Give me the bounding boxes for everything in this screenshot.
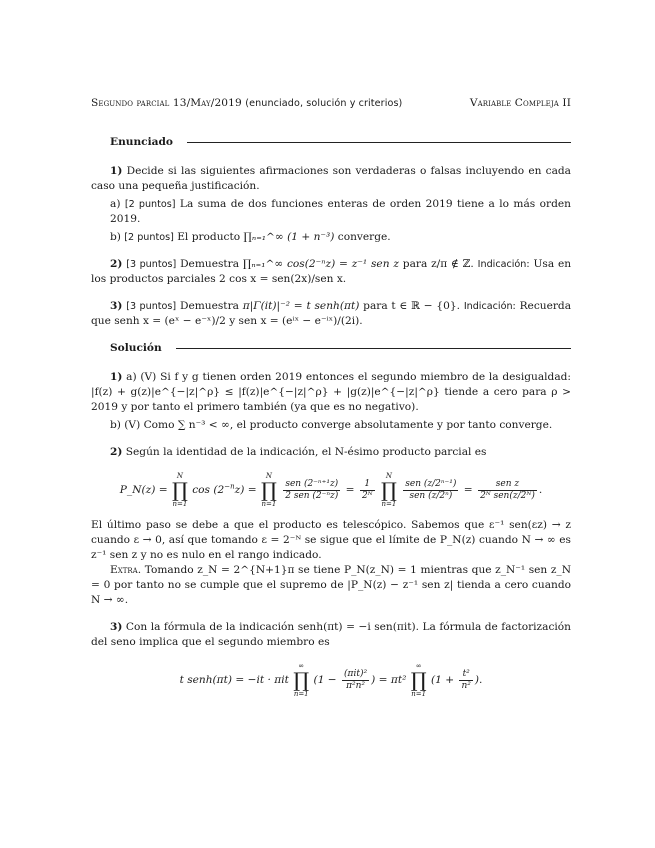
fraction: $\frac{\text{sen (2⁻ⁿ⁺¹z)}}{\text{2 sen (2⁻ⁿz)}}$ [285,478,339,501]
math-expression: ∏ₙ₌₁^∞ cos(2⁻ⁿz) = z⁻¹ sen z [242,258,399,270]
points-badge: [2 puntos] [124,199,176,210]
fraction: $\frac{1}{\text{2ᴺ}}$ [361,478,373,501]
solution-text: Según la identidad de la indicación, el N-ésimo producto parcial es [125,446,487,458]
solution-text: a) (V) Si f y g tienen orden 2019 entonces el segundo miembro de la desigualdad: |f(z) + g(z)|e^{−|z|^ρ} ≤ |f(z)|e^{−|z|^ρ} + |g(z)|e^{−|z|^ρ} tiende a cero para ρ > 2019 y por tanto el primero también (ya que es no negativo). [91,371,571,413]
header-title: Segundo parcial 13/May/2019 [91,97,242,109]
question-number: 2) [110,258,123,270]
question-text: para z/π ∉ ℤ. [402,258,474,270]
equation-middle: = πt² [378,674,407,686]
question-text: para t ∈ ℝ − {0}. [363,300,460,312]
section-solucion [110,341,571,356]
solution-number: 3) [110,621,123,633]
points-badge: [3 puntos] [126,301,177,312]
solution-2 [91,445,571,460]
product-operator: N ∏ n=1 [381,472,397,508]
solution-number: 2) [110,446,123,458]
math-expression: ∏ₙ₌₁^∞ (1 + n⁻³) [243,231,335,243]
question-text: Demuestra [180,258,240,270]
product-operator: N ∏ n=1 [171,472,188,508]
hint-text: Recuerda que senh x = (eˣ − e⁻ˣ)/2 y sen x = (eⁱˣ − e⁻ⁱˣ)/(2i). [91,300,572,327]
section-rule [176,348,571,349]
solution-text: Tomando z_N = 2^{N+1}π se tiene P_N(z_N) = 1 mientras que z_N⁻¹ sen z_N = 0 por tanto no se cumple que el supremo de |P_N(z) − z⁻¹ sen z| tienda a cero cuando N → ∞. [91,564,571,606]
equation-partial-product: P_N(z) = N ∏ n=1 $\cos (2^{-n}z) = N$ ∏ n=1 $\frac{\text{sen (2⁻ⁿ⁺¹z)}}{\text{2 sen (2⁻ⁿz)}}$ = $\frac{1}{\text{2ᴺ}}$ N ∏ n=1 $\frac{\text{sen (z/2ⁿ⁻¹)}}{\text{sen (z/2ⁿ)}}$ = $\frac{\text{sen z}}{\text{2ᴺ sen(z/2ᴺ)}}$ . [119,472,543,508]
points-badge: [3 puntos] [126,259,177,270]
solution-3 [91,620,571,650]
fraction: $\frac{\text{t²}}{\text{n²}}$ [461,668,471,691]
question-3 [91,299,571,329]
solution-number: 1) [110,371,123,383]
equation-sine-factorization: t senh(πt) = −it · πit ∞ ∏ n=1 (1 − $\frac{\text{(πit)²}}{\text{π²n²}}$ ) = πt² ∞ ∏ n=1 (1 + $\frac{\text{t²}}{\text{n²}}$ ). [179,662,483,698]
extra-label: Extra. [110,564,142,576]
solution-text: El último paso se debe a que el producto es telescópico. Sabemos que ε⁻¹ sen(εz) → z cuando ε → 0, así que tomando ε = 2⁻ᴺ se sigue que el límite de P_N(z) cuando N → ∞ es z⁻¹ sen z y no es nulo en el rango indicado. [91,519,571,561]
question-1 [91,164,571,194]
fraction: $\frac{\text{sen (z/2ⁿ⁻¹)}}{\text{sen (z/2ⁿ)}}$ [405,478,457,501]
solution-text: Con la fórmula de la indicación senh(πt) = −i sen(πit). La fórmula de factorización del seno implica que el segundo miembro es [91,621,571,648]
question-1b [91,230,571,245]
equation-lhs: t senh(πt) = −it · πit [179,674,289,686]
header-course: Variable Compleja II [469,97,571,109]
solution-2-extra [91,563,571,608]
product-operator: ∞ ∏ n=1 [293,662,310,698]
hint-text: Usa en los productos parciales 2 cos x = sen(2x)/sen x. [91,258,572,285]
page [91,96,571,708]
header-left [91,96,402,111]
item-text: converge. [337,231,391,243]
equation-lhs: P_N(z) = [119,484,168,496]
item-text: El producto [177,231,241,243]
section-title-solucion: Solución [110,342,162,354]
hint-label: Indicación: [477,259,530,270]
solution-1b [91,418,571,433]
product-operator: N ∏ n=1 [260,472,277,508]
item-text: La suma de dos funciones enteras de orden 2019 tiene a lo más orden 2019. [110,198,571,225]
math-expression: π|Γ(it)|⁻² = t senh(πt) [242,300,360,312]
item-label: b) [110,231,121,243]
question-number: 3) [110,300,123,312]
fraction: $\frac{\text{sen z}}{\text{2ᴺ sen(z/2ᴺ)}}$ [480,478,535,501]
fraction: $\frac{\text{(πit)²}}{\text{π²n²}}$ [344,668,368,691]
hint-label: Indicación: [463,301,516,312]
question-2 [91,257,571,287]
question-text: Decide si las siguientes afirmaciones son verdaderas o falsas incluyendo en cada caso una pequeña justificación. [91,165,571,192]
item-label: a) [110,198,121,210]
product-operator: ∞ ∏ n=1 [410,662,427,698]
header-note: (enunciado, solución y criterios) [245,98,403,109]
section-rule [187,142,571,143]
points-badge: [2 puntos] [124,232,174,243]
solution-1a [91,370,571,415]
question-number: 1) [110,165,123,177]
section-enunciado [110,135,571,150]
solution-text: b) (V) Como ∑ n⁻³ < ∞, el producto converge absolutamente y por tanto converge. [110,419,553,431]
page-header [91,96,571,111]
question-1a [91,197,571,227]
question-text: Demuestra [179,300,239,312]
solution-2-explanation [91,518,571,563]
section-title-enunciado: Enunciado [110,136,173,148]
